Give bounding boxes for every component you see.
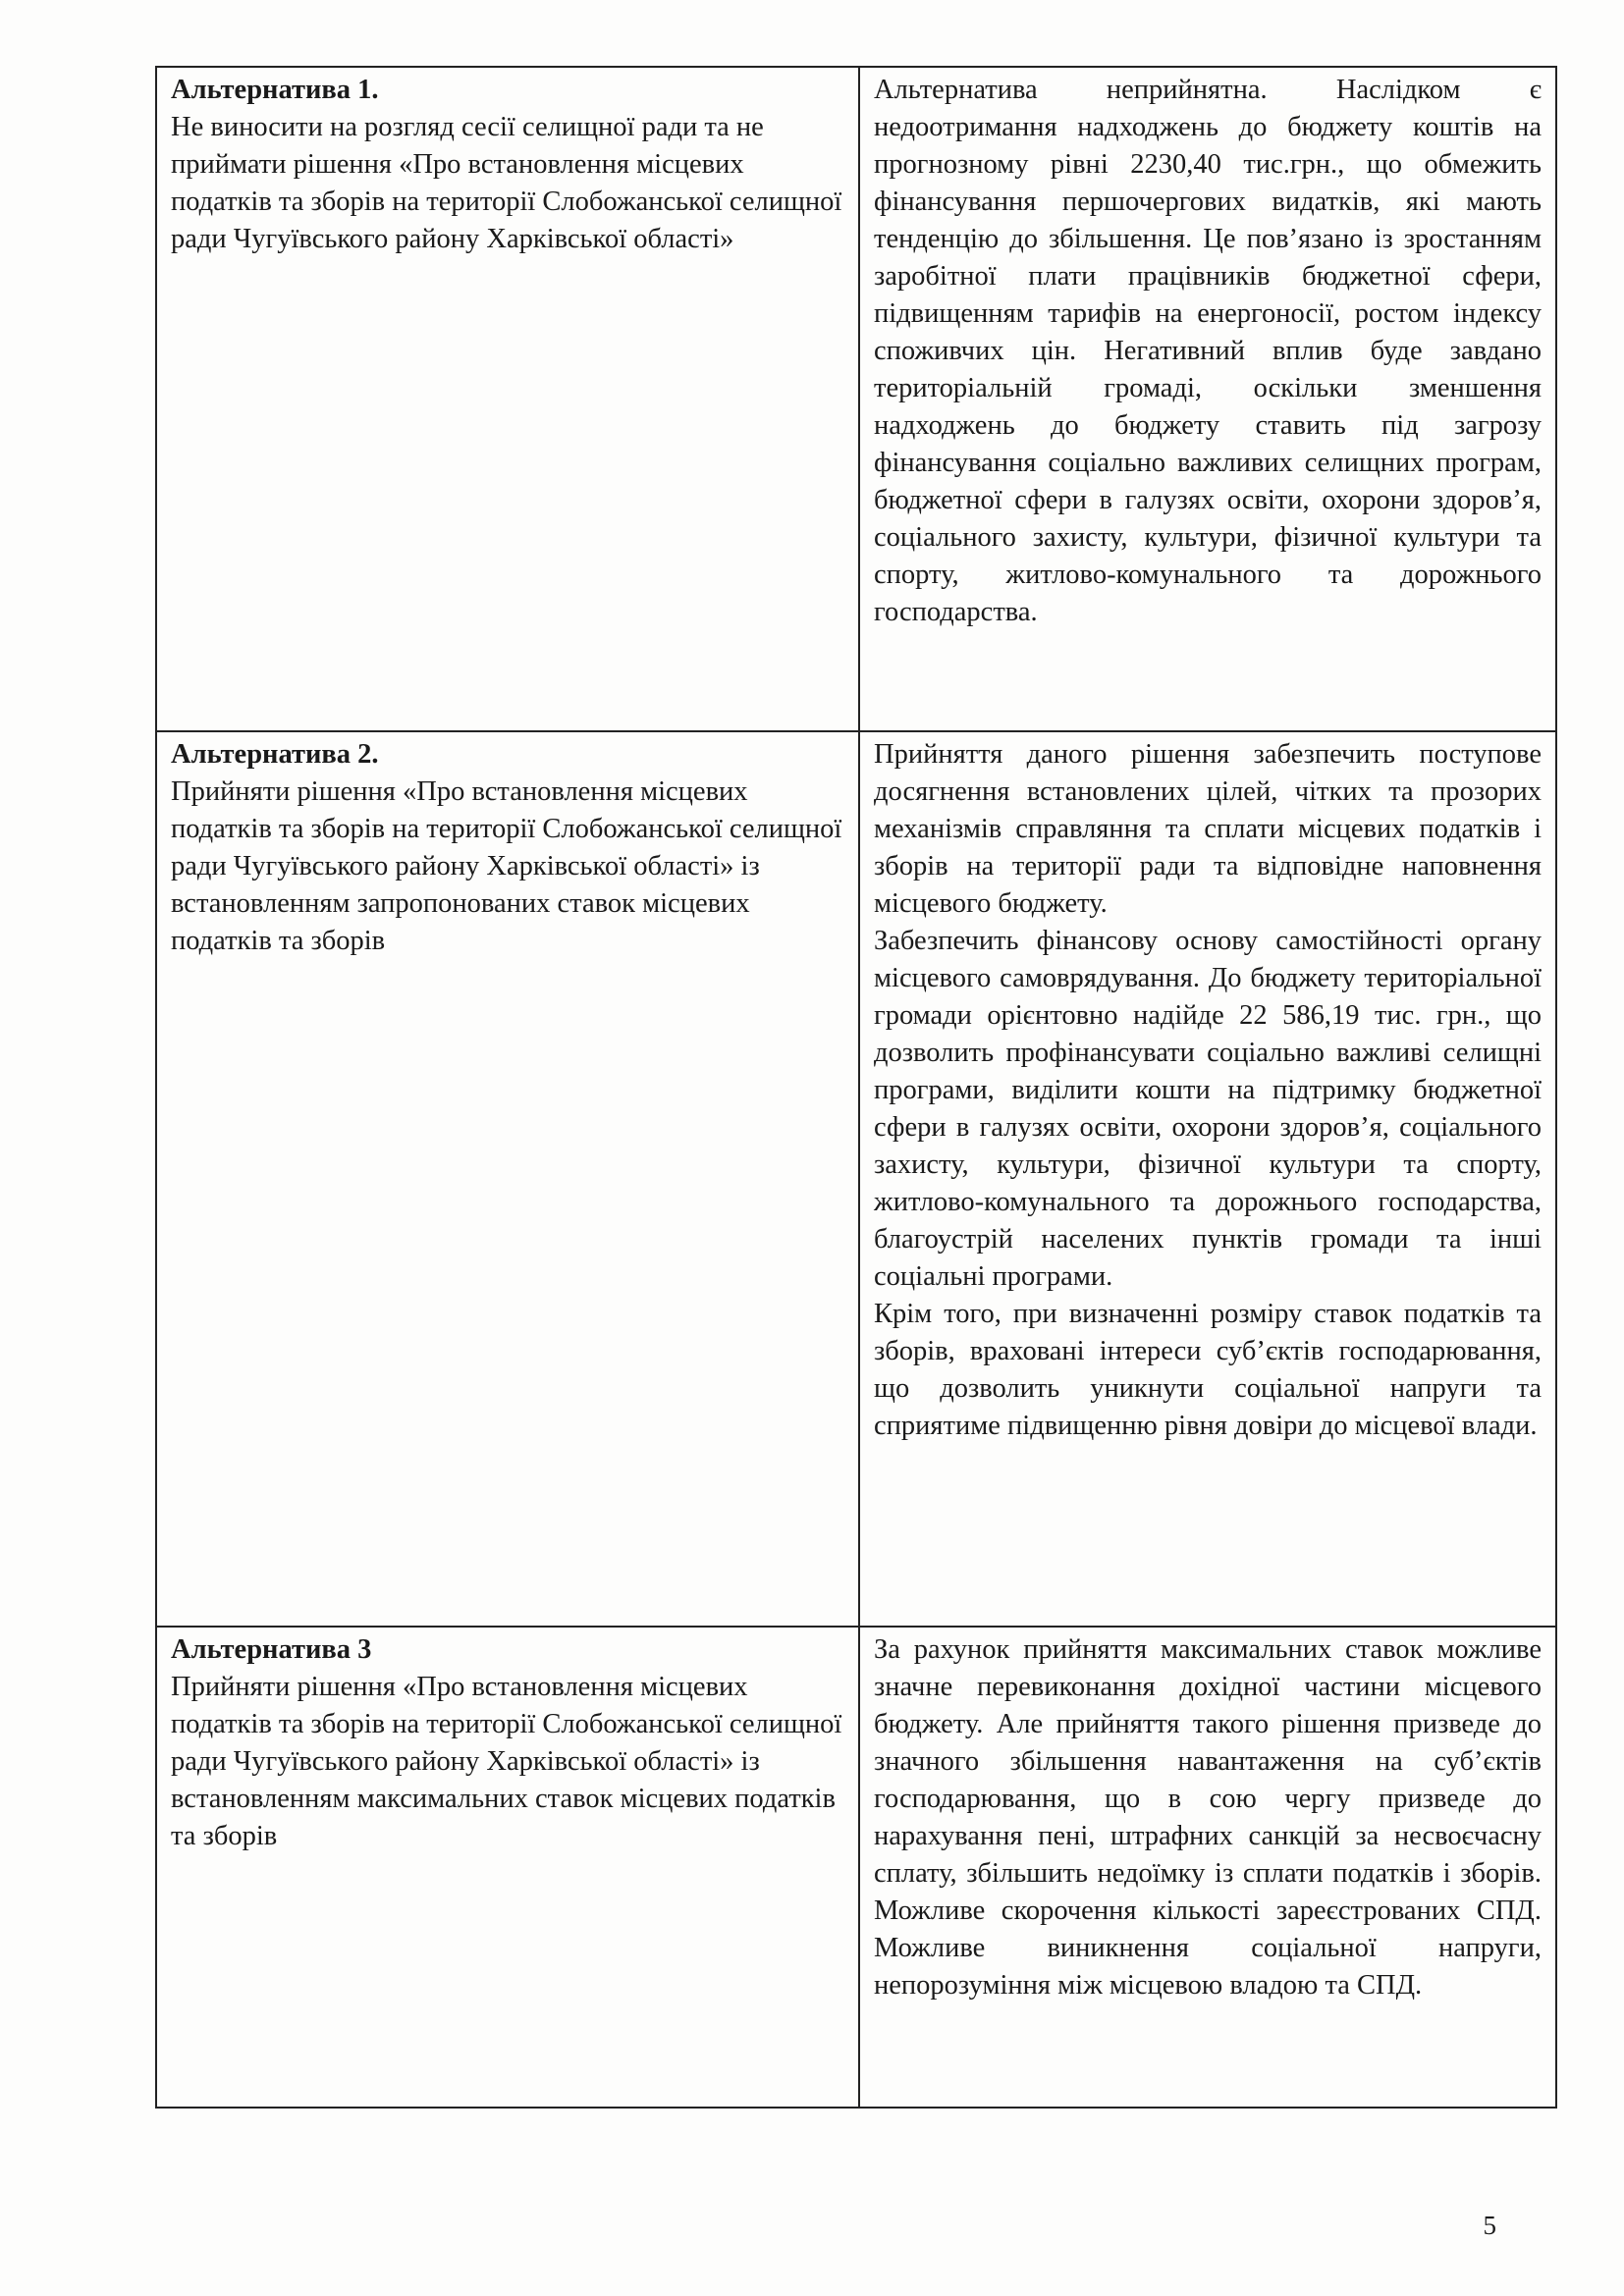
alternative-2-assessment-cell (859, 731, 1556, 1627)
alternative-3-assessment-cell (859, 1627, 1556, 2108)
alternative-2-assessment-paragraph-3: Крім того, при визначенні розміру ставок податків та зборів, враховані інтереси суб’єктів господарювання, що дозволить уникнути соціальної напруги та сприятиме підвищенню рівня довіри до місцевої влади. (874, 1299, 1542, 1441)
alternative-2-assessment-paragraph-2: Забезпечить фінансову основу самостійності органу місцевого самоврядування. До бюджету територіальної громади орієнтовно надійде 22 586,19 тис. грн., що дозволить профінансувати соціально важливі селищні програми, виділити кошти на підтримку бюджетної сфери в галузях освіти, охорони здоров’я, соціального захисту, культури, фізичної культури та спорту, житлово-комунального та дорожнього господарства, благоустрій населених пунктів громади та інші соціальні програми. (874, 926, 1542, 1292)
alternative-2-title: Альтернатива 2. (171, 739, 379, 770)
alternative-2-description: Прийняти рішення «Про встановлення місцевих податків та зборів на території Слобожанської селищної ради Чугуївського району Харківської області» із встановленням запропонованих ставок місцевих податків та зборів (171, 776, 842, 956)
table-row (156, 67, 1556, 731)
table-row (156, 731, 1556, 1627)
alternative-1-assessment: Альтернатива неприйнятна. Наслідком є недоотримання надходжень до бюджету коштів на прогнозному рівні 2230,40 тис.грн., що обмежить фінансування першочергових видатків, які мають тенденцію до збільшення. Це пов’язано із зростанням заробітної плати працівників бюджетної сфери, підвищенням тарифів на енергоносії, ростом індексу споживчих цін. Негативний вплив буде завдано територіальній громаді, оскільки зменшення надходжень до бюджету ставить під загрозу фінансування соціально важливих селищних програм, бюджетної сфери в галузях освіти, охорони здоров’я, соціального захисту, культури, фізичної культури та спорту, житлово-комунального та дорожнього господарства. (874, 75, 1542, 627)
alternatives-table (155, 66, 1557, 2109)
page-number: 5 (1483, 2211, 1496, 2240)
alternative-1-assessment-cell (859, 67, 1556, 731)
alternative-1-title: Альтернатива 1. (171, 75, 379, 105)
alternative-3-cell (156, 1627, 859, 2108)
table-row (156, 1627, 1556, 2108)
alternative-3-description: Прийняти рішення «Про встановлення місцевих податків та зборів на території Слобожанської селищної ради Чугуївського району Харківської області» із встановленням максимальних ставок місцевих податків та зборів (171, 1672, 842, 1851)
alternative-3-title: Альтернатива 3 (171, 1634, 372, 1665)
alternative-3-assessment: За рахунок прийняття максимальних ставок можливе значне перевиконання дохідної частини місцевого бюджету. Але прийняття такого рішення призведе до значного збільшення навантаження на суб’єктів господарювання, що в сою чергу призведе до нарахування пені, штрафних санкцій за несвоєчасну сплату, збільшить недоїмку із сплати податків і зборів. Можливе скорочення кількості зареєстрованих СПД. Можливе виникнення соціальної напруги, непорозуміння між місцевою владою та СПД. (874, 1634, 1542, 2001)
alternative-2-assessment-paragraph-1: Прийняття даного рішення забезпечить поступове досягнення встановлених цілей, чітких та прозорих механізмів справляння та сплати місцевих податків і зборів на території ради та відповідне наповнення місцевого бюджету. (874, 739, 1542, 919)
alternative-1-cell (156, 67, 859, 731)
alternative-1-description: Не виносити на розгляд сесії селищної ради та не приймати рішення «Про встановлення місцевих податків та зборів на території Слобожанської селищної ради Чугуївського району Харківської області» (171, 112, 842, 254)
alternative-2-cell (156, 731, 859, 1627)
